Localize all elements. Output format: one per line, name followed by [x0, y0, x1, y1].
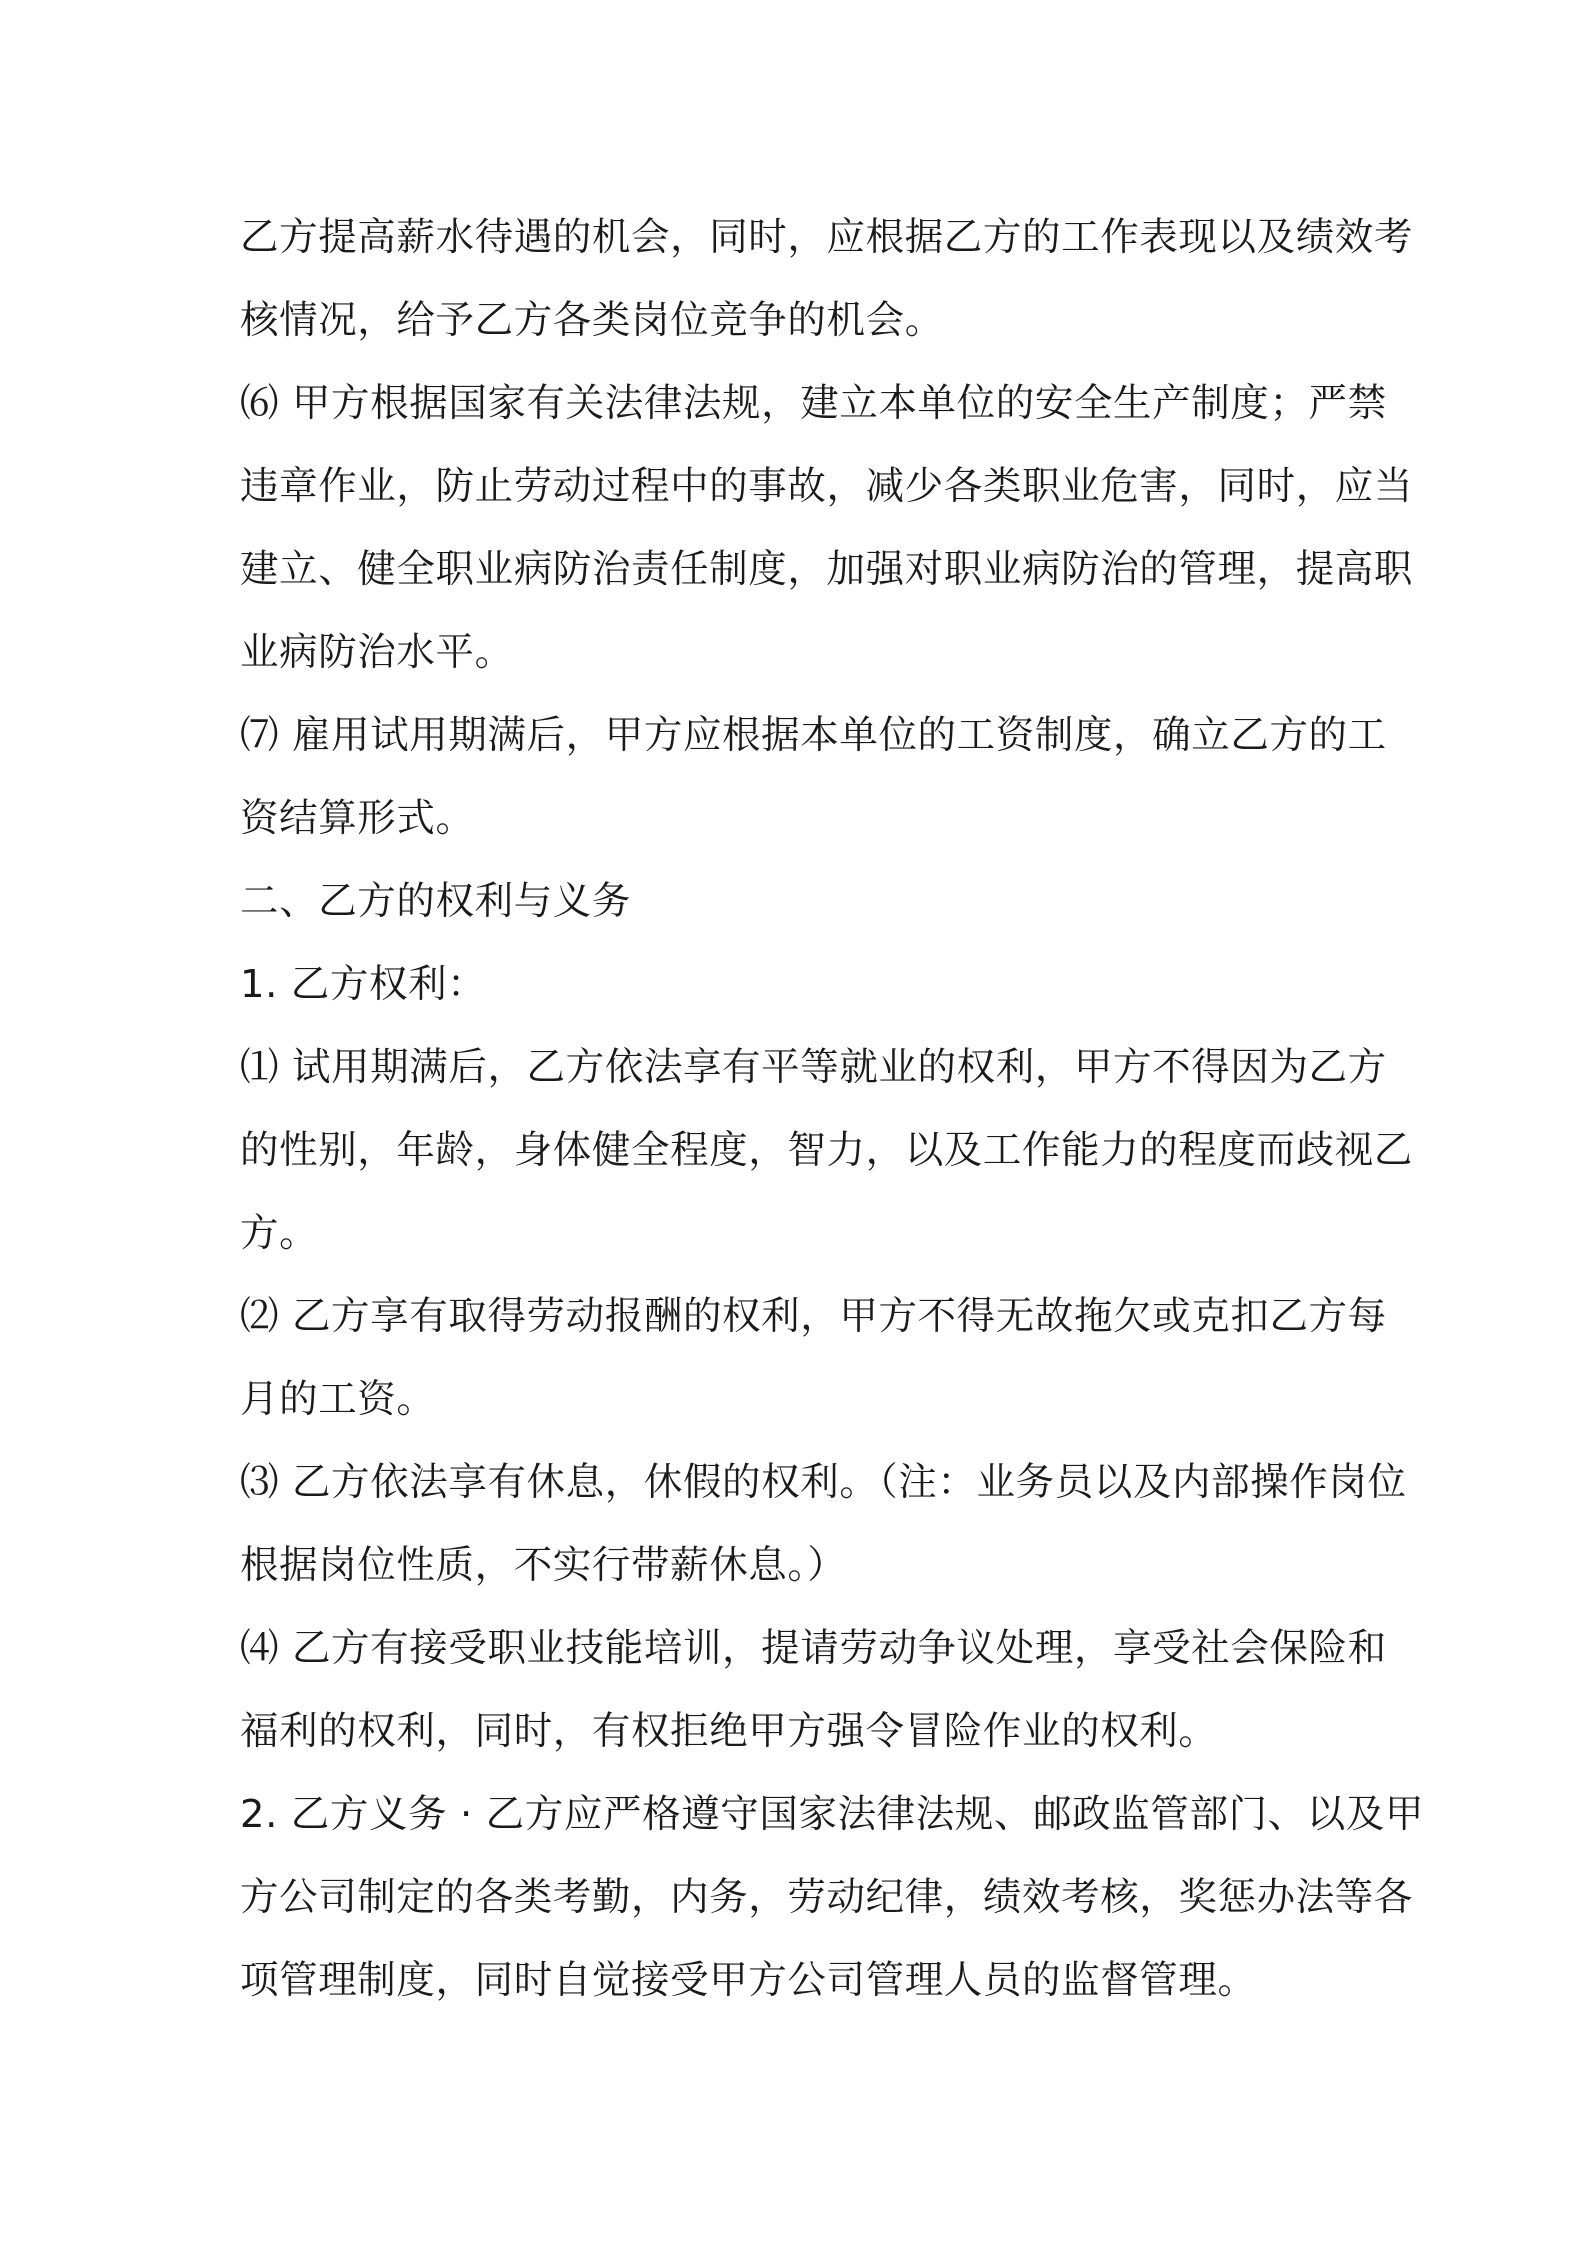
- text-line: ⑺ 雇用试用期满后，甲方应根据本单位的工资制度，确立乙方的工: [240, 713, 1387, 758]
- text-line: 项管理制度，同时自觉接受甲方公司管理人员的监督管理。: [240, 1958, 1257, 2003]
- text-line: 方公司制定的各类考勤，内务，劳动纪律，绩效考核，奖惩办法等各: [240, 1875, 1414, 1920]
- text-line: 违章作业，防止劳动过程中的事故，减少各类职业危害，同时，应当: [240, 464, 1414, 509]
- text-line: 乙方提高薪水待遇的机会，同时，应根据乙方的工作表现以及绩效考: [240, 215, 1414, 260]
- text-line: 月的工资。: [240, 1377, 436, 1422]
- text-line: ⑷ 乙方有接受职业技能培训，提请劳动争议处理，享受社会保险和: [240, 1626, 1387, 1671]
- document-body: [240, 196, 1425, 2022]
- text-line: 方。: [240, 1211, 319, 1256]
- text-line: 根据岗位性质，不实行带薪休息。）: [240, 1543, 847, 1588]
- text-line: 福利的权利，同时，有权拒绝甲方强令冒险作业的权利。: [240, 1709, 1218, 1754]
- text-line: 核情况，给予乙方各类岗位竞争的机会。: [240, 298, 944, 343]
- text-line: 的性别，年龄，身体健全程度，智力，以及工作能力的程度而歧视乙: [240, 1128, 1414, 1173]
- subsection-heading: 1. 乙方权利：: [240, 962, 487, 1007]
- text-line: 2. 乙方义务 · 乙方应严格遵守国家法律法规、邮政监管部门、以及甲: [240, 1792, 1425, 1837]
- text-line: 业病防治水平。: [240, 630, 514, 675]
- text-line: 资结算形式。: [240, 796, 475, 841]
- text-line: ⑶ 乙方依法享有休息，休假的权利。（注：业务员以及内部操作岗位: [240, 1460, 1407, 1505]
- section-heading: 二、乙方的权利与义务: [240, 879, 632, 924]
- text-line: ⑴ 试用期满后，乙方依法享有平等就业的权利，甲方不得因为乙方: [240, 1045, 1387, 1090]
- text-line: 建立、健全职业病防治责任制度，加强对职业病防治的管理，提高职: [240, 547, 1414, 592]
- text-line: ⑵ 乙方享有取得劳动报酬的权利，甲方不得无故拖欠或克扣乙方每: [240, 1294, 1387, 1339]
- text-line: ⑹ 甲方根据国家有关法律法规，建立本单位的安全生产制度；严禁: [240, 381, 1387, 426]
